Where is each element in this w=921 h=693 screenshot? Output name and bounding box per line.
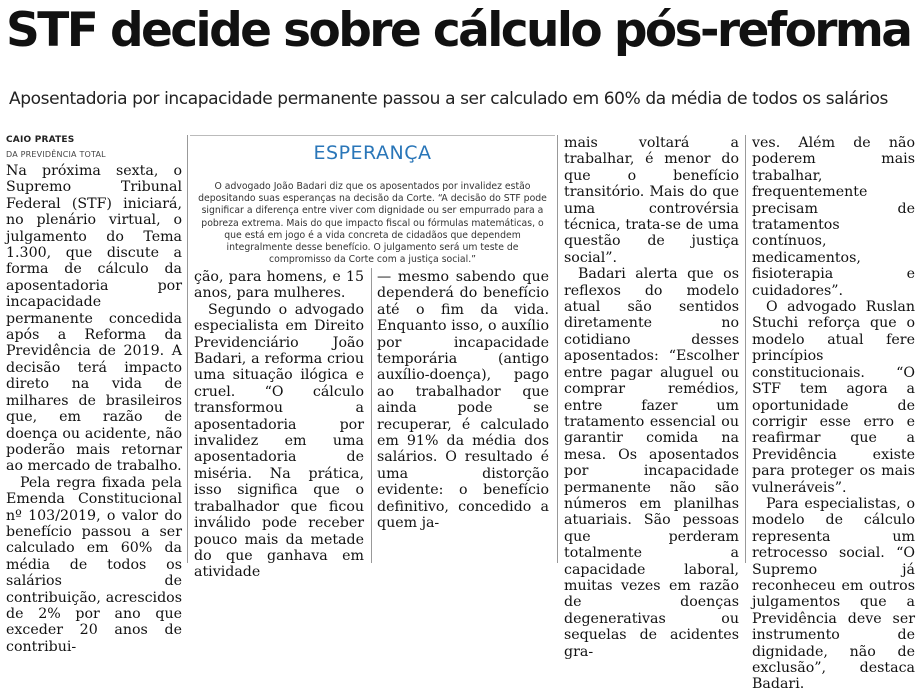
paragraph: mais voltará a trabalhar, é menor do que o benefício transitório. Mais do que uma controvérsia técnica, trata-se de uma questão de justiça social”. (564, 135, 739, 266)
byline-author: CAIO PRATES (6, 135, 75, 145)
paragraph: Na próxima sexta, o Supremo Tribunal Federal (STF) iniciará, no plenário virtual, o julgamento do Tema 1.300, que discute a forma de cálculo da aposentadoria por incapacidade permanente concedida após a Reforma da Previdência de 2019. A decisão terá impacto direto na vida de milhares de brasileiros que, em razão de doença ou acidente, não poderão mais retornar ao mercado de trabalho. (6, 163, 182, 475)
column-divider (371, 268, 372, 563)
paragraph: O advogado Ruslan Stuchi reforça que o modelo atual fere princípios constitucionais. “O STF tem agora a oportunidade de corrigir esse erro e reafirmar que a Previdência existe para proteger os mais vulneráveis”. (752, 299, 915, 496)
paragraph: Pela regra fixada pela Emenda Constitucional nº 103/2019, o valor do benefício passou a ser calculado em 60% da média de todos os salários de contribuição, acrescidos de 2% por ano que exceder 20 anos de contribui- (6, 474, 182, 655)
box-text: O advogado João Badari diz que os aposentados por invalidez estão depositando suas esperanças na decisão da Corte. “A decisão do STF pode significar a diferença entre viver com dignidade ou ser empurrado para a pobreza extrema. Mais do que impacto fiscal ou fórmulas matemáticas, o que está em jogo é a vida concreta de cidadãos que dependem integralmente desse benefício. O julgamento será um teste de compromisso da Corte com a justiça social.” (198, 181, 547, 266)
paragraph: Badari alerta que os reflexos do modelo atual são sentidos diretamente no cotidiano desses aposentados: “Escolher entre pagar aluguel ou comprar remédios, entre fazer um tratamento essencial ou garantir comida na mesa. Os aposentados por incapacidade permanente não são números em planilhas atuariais. São pessoas que perderam totalmente a capacidade laboral, muitas vezes em razão de doenças degenerativas ou sequelas de acidentes gra- (564, 266, 739, 660)
paragraph: — mesmo sabendo que dependerá do benefício até o fim da vida. Enquanto isso, o auxílio por incapacidade temporária (antigo auxílio-doença), pago ao trabalhador que ainda pode se recuperar, é calculado em 91% da média dos salários. O resultado é uma distorção evidente: o benefício definitivo, concedido a quem ja- (377, 269, 549, 532)
paragraph: ves. Além de não poderem mais trabalhar, frequentemente precisam de tratamentos contínuos, medicamentos, fisioterapia e cuidadores”. (752, 135, 915, 299)
article-column-5 (752, 135, 915, 693)
headline: STF decide sobre cálculo pós-reforma (6, 3, 911, 58)
column-divider (557, 135, 558, 563)
byline-section: DA PREVIDÊNCIA TOTAL (6, 150, 106, 159)
paragraph: Segundo o advogado especialista em Direito Previdenciário João Badari, a reforma criou uma situação ilógica e cruel. “O cálculo transformou a aposentadoria por invalidez em uma aposentadoria de miséria. Na prática, isso significa que o trabalhador que ficou inválido pode receber pouco mais da metade do que ganhava em atividade (194, 301, 364, 581)
article-column-3 (377, 269, 549, 563)
column-divider (187, 135, 188, 563)
subheadline: Aposentadoria por incapacidade permanente passou a ser calculado em 60% da média de todos os salários (9, 89, 888, 109)
column-divider (745, 135, 746, 563)
article-column-1 (6, 163, 182, 655)
paragraph: Para especialistas, o modelo de cálculo representa um retrocesso social. “O Supremo já reconheceu em outros julgamentos que a Previdência deve ser instrumento de dignidade, não de exclusão”, destaca Badari. (752, 495, 915, 693)
paragraph: ção, para homens, e 15 anos, para mulheres. (194, 269, 364, 302)
article-column-2 (194, 269, 364, 581)
article-column-4 (564, 135, 739, 660)
box-title: ESPERANÇA (313, 142, 432, 164)
highlight-box (190, 135, 555, 268)
